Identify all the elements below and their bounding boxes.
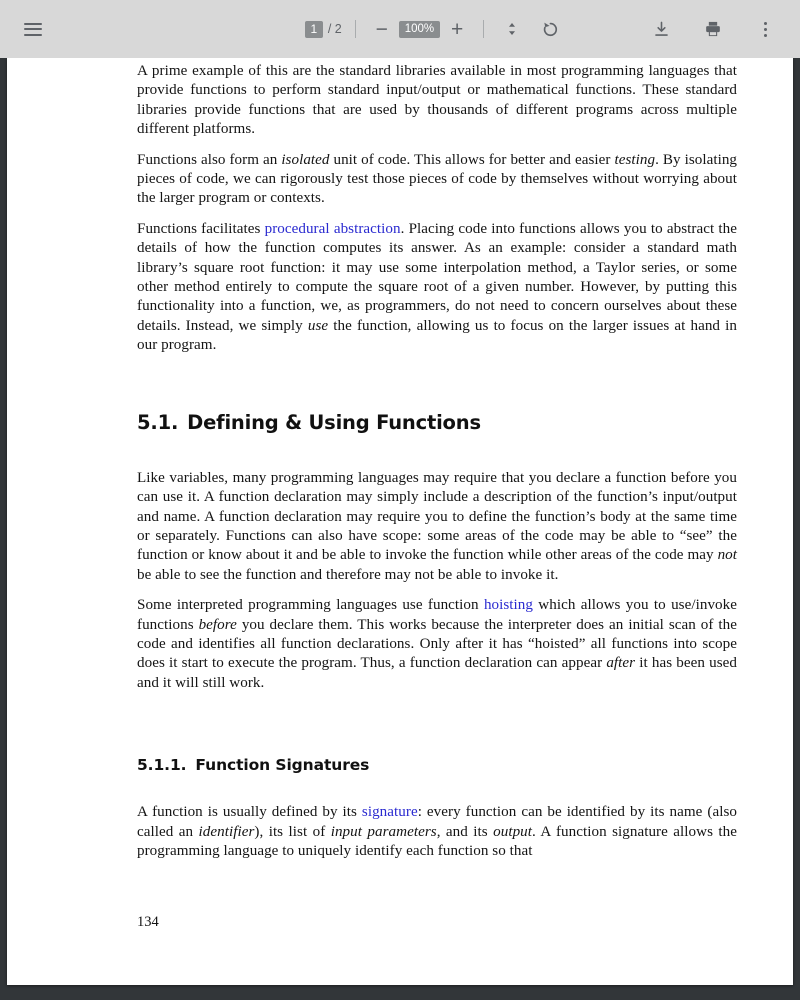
text-run: . By isolating pieces of code, we can rigorously test those pieces of code by themselves without worrying about the larger program or contexts. xyxy=(137,151,738,207)
text-run: which allows you to use/invoke functions xyxy=(137,597,737,633)
italic-before: before xyxy=(198,616,237,633)
pdf-page-1 xyxy=(7,58,793,985)
text-run: Like variables, many programming languages may require that you declare a function before you can use it. A function declaration may simply include a description of the function’s input/output and name. A function declaration may require you to define the function’s body at the same time or separately. Functions can also have scope: some areas of the code may be able to “see” the function or know about it and be able to invoke the function while other areas of the code may xyxy=(137,469,737,564)
italic-use: use xyxy=(307,317,329,334)
toolbar-divider-1 xyxy=(355,20,356,38)
italic-testing: testing xyxy=(614,151,656,168)
text-run: be able to see the function and therefore may not be able to invoke it. xyxy=(137,566,559,583)
vertical-dots xyxy=(764,22,767,37)
toolbar-divider-2 xyxy=(483,20,484,38)
subsection-heading-5-1-1 xyxy=(137,756,737,774)
text-run: : every function can be identified by its name (also called an xyxy=(137,804,737,840)
text-run: you declare them. This works because the interpreter does an initial scan of the code and identifies all function declarations. Only after it has “hoisted” all functions into scope does it start to execute the program. Thus, a function declaration can appear xyxy=(137,616,737,672)
text-run: A function is usually defined by its xyxy=(137,804,362,821)
italic-identifier: identifier xyxy=(198,823,255,840)
pdf-viewer-area[interactable] xyxy=(0,58,800,1000)
hamburger-menu-icon[interactable] xyxy=(18,14,48,44)
italic-input-parameters: input parameters xyxy=(330,823,437,840)
text-run: , and its xyxy=(436,823,494,840)
italic-after: after xyxy=(606,655,636,672)
more-options-icon[interactable] xyxy=(750,14,780,44)
paragraph-procedural-abstraction xyxy=(137,220,737,356)
italic-isolated: isolated xyxy=(281,151,330,168)
subsection-number: 5.1.1. xyxy=(137,756,187,775)
subsection-title: Function Signatures xyxy=(195,756,370,775)
page-folio-number: 134 xyxy=(137,914,159,931)
paragraph-function-signature xyxy=(137,803,737,861)
text-run: . Placing code into functions allows you to abstract the details of how the function computes its answer. As an example: consider a standard math library’s square root function: it may use some interpolation method, a Taylor series, or some other method entirely to compute the square root of a given number. However, by putting this functionality into a function, we, as programmers, do not need to concern ourselves about these details. Instead, we simply xyxy=(137,220,738,334)
after-section-heading-spacer xyxy=(137,434,737,469)
toolbar-right-group xyxy=(640,14,800,44)
page-text-column xyxy=(137,58,737,931)
hamburger-lines xyxy=(24,23,42,36)
text-run: the function, allowing us to focus on the larger issues at hand in our program. xyxy=(137,317,737,354)
download-icon[interactable] xyxy=(646,14,676,44)
after-subsection-heading-spacer xyxy=(137,774,737,803)
print-icon[interactable] xyxy=(698,14,728,44)
text-run: Functions also form an xyxy=(137,151,282,168)
section-number: 5.1. xyxy=(137,410,179,434)
page-number-input[interactable]: 1 xyxy=(305,21,323,38)
text-run: unit of code. This allows for better and easier xyxy=(329,151,615,168)
section-heading-5-1 xyxy=(137,411,737,434)
link-hoisting[interactable]: hoisting xyxy=(483,597,533,614)
italic-output: output xyxy=(493,823,533,840)
text-run: Functions facilitates xyxy=(137,220,265,237)
paragraph-text: A prime example of this are the standard libraries available in most programming languages that provide functions to perform standard input/output or mathematical functions. These standard libraries provide functions that are used by thousands of different programs across multiple different platforms. xyxy=(137,63,737,138)
link-procedural-abstraction[interactable]: procedural abstraction xyxy=(264,220,401,237)
page-count-label: / 2 xyxy=(327,22,342,36)
toolbar-center-group xyxy=(230,14,640,44)
text-run: . A function signature allows the programming language to uniquely identify each function so that xyxy=(137,823,738,859)
zoom-level-display[interactable]: 100% xyxy=(399,21,440,38)
subsection-heading-spacer xyxy=(137,704,737,756)
fit-to-page-icon[interactable] xyxy=(497,14,527,44)
pdf-toolbar xyxy=(0,0,800,58)
paragraph-declare-function xyxy=(137,469,737,585)
paragraph-standard-libraries xyxy=(137,62,737,140)
section-heading-spacer xyxy=(137,367,737,411)
text-run: Some interpreted programming languages use function xyxy=(137,597,484,614)
toolbar-left-group xyxy=(0,14,230,44)
paragraph-hoisting xyxy=(137,596,737,693)
italic-not: not xyxy=(717,547,737,564)
zoom-in-button[interactable]: + xyxy=(451,17,464,41)
rotate-counterclockwise-icon[interactable] xyxy=(535,14,565,44)
link-signature[interactable]: signature xyxy=(361,804,418,821)
text-run: ), its list of xyxy=(254,823,331,840)
folio-spacer xyxy=(137,872,737,914)
paragraph-isolated-unit xyxy=(137,151,737,209)
section-title: Defining & Using Functions xyxy=(187,410,481,434)
zoom-out-button[interactable]: − xyxy=(375,17,388,41)
text-run: it has been used and it will still work. xyxy=(137,655,737,691)
